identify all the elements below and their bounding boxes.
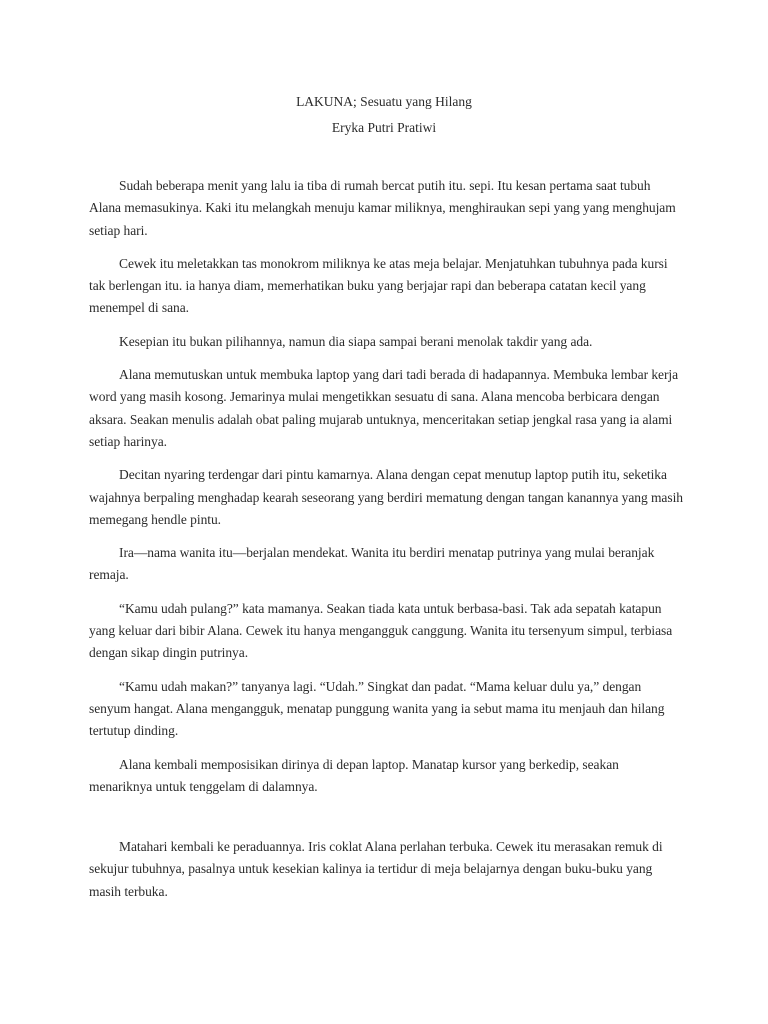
paragraph: Alana kembali memposisikan dirinya di depan laptop. Manatap kursor yang berkedip, seakan menariknya untuk tenggelam di dalamnya.	[89, 756, 619, 794]
paragraph: Sudah beberapa menit yang lalu ia tiba di rumah bercat putih itu. sepi. Itu kesan pertama saat tubuh Alana memasukinya. Kaki itu melangkah menuju kamar miliknya, menghiraukan sepi yang yang menghujam setiap hari.	[89, 178, 676, 238]
paragraph: Decitan nyaring terdengar dari pintu kamarnya. Alana dengan cepat menutup laptop putih itu, seketika wajahnya berpaling menghadap kearah seseorang yang berdiri mematung dengan tangan kanannya yang masih memegang hendle pintu.	[89, 467, 683, 527]
section-break	[89, 809, 685, 836]
paragraph: Ira—nama wanita itu—berjalan mendekat. Wanita itu berdiri menatap putrinya yang mulai beranjak remaja.	[89, 545, 655, 583]
paragraph: Alana memutuskan untuk membuka laptop yang dari tadi berada di hadapannya. Membuka lembar kerja word yang masih kosong. Jemarinya mulai mengetikkan sesuatu di sana. Alana mencoba berbicara dengan aksara. Seakan menulis adalah obat paling mujarab untuknya, menceritakan setiap jengkal rasa yang ia alami setiap harinya.	[89, 367, 679, 449]
paragraph: “Kamu udah makan?” tanyanya lagi. “Udah.” Singkat dan padat. “Mama keluar dulu ya,” dengan senyum hangat. Alana mengangguk, menatap punggung wanita yang ia sebut mama itu menjauh dan hilang tertutup dinding.	[89, 678, 665, 739]
paragraph: Cewek itu meletakkan tas monokrom miliknya ke atas meja belajar. Menjatuhkan tubuhnya pada kursi tak berlengan itu. ia hanya diam, memerhatikan buku yang berjajar rapi dan beberapa catatan kecil yang menempel di sana.	[89, 255, 668, 316]
paragraph: Kesepian itu bukan pilihannya, namun dia siapa sampai berani menolak takdir yang ada.	[119, 333, 593, 349]
paragraph: “Kamu udah pulang?” kata mamanya. Seakan tiada kata untuk berbasa-basi. Tak ada sepatah katapun yang keluar dari bibir Alana. Cewek itu hanya mengangguk canggung. Wanita itu tersenyum simpul, terbiasa dengan sikap dingin putrinya.	[89, 600, 673, 661]
document-author: Eryka Putri Pratiwi	[331, 120, 437, 135]
document-title: LAKUNA; Sesuatu yang Hilang	[296, 94, 472, 109]
document-body	[89, 175, 685, 914]
paragraph: Matahari kembali ke peraduannya. Iris coklat Alana perlahan terbuka. Cewek itu merasakan remuk di sekujur tubuhnya, pasalnya untuk kesekian kalinya ia tertidur di meja belajarnya dengan buku-buku yang masih terbuka.	[89, 839, 663, 899]
